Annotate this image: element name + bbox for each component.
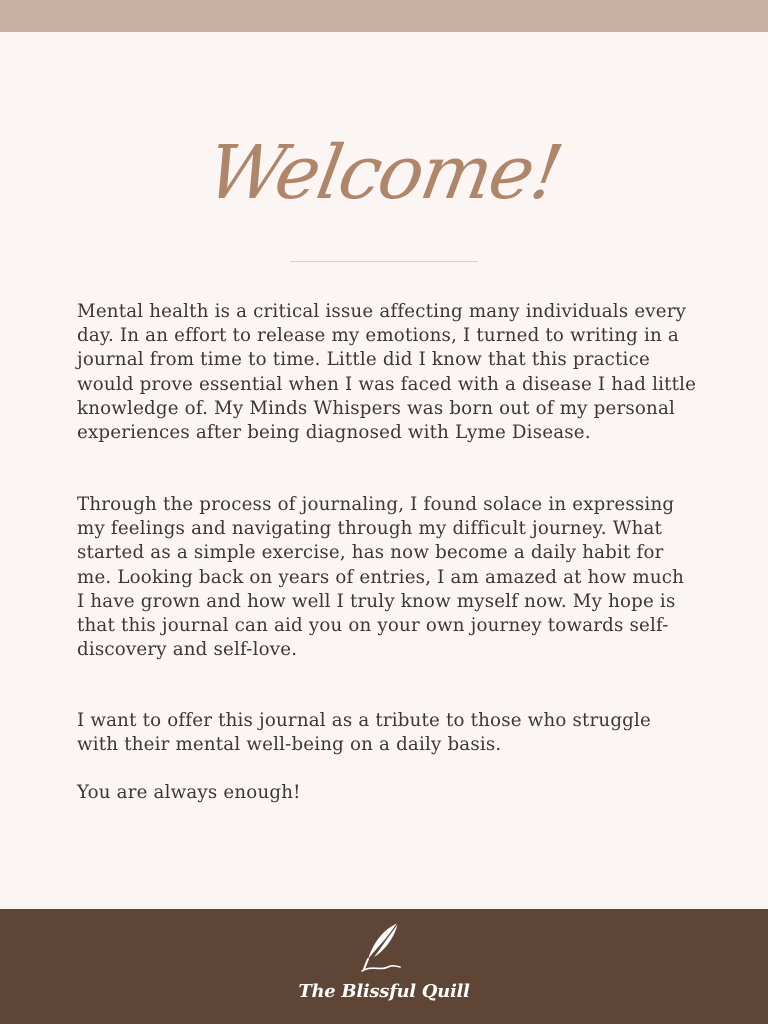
footer	[0, 909, 768, 1024]
title-divider	[290, 261, 478, 262]
paragraph-1: Mental health is a critical issue affecting many individuals every day. In an effort to release my emotions, I turned to writing in a journal from time to time. Little did I know that this practice would prove essential when I was faced with a disease I had little knowledge of. My Minds Whispers was born out of my personal experiences after being diagnosed with Lyme Disease.	[77, 301, 697, 444]
brand-name: The Blissful Quill	[298, 981, 470, 1002]
paragraph-2: Through the process of journaling, I found solace in expressing my feelings and navigating through my difficult journey. What started as a simple exercise, has now become a daily habit for me. Looking back on years of entries, I am amazed at how much I have grown and how well I truly know myself now. My hope is that this journal can aid you on your own journey towards self-discovery and self-love.	[77, 494, 685, 661]
page-title: Welcome!	[200, 130, 568, 216]
paragraph-4: You are always enough!	[77, 782, 301, 803]
quill-icon	[354, 919, 414, 979]
top-band	[0, 0, 768, 32]
paragraph-3: I want to offer this journal as a tribute to those who struggle with their mental well-being on a daily basis.	[77, 710, 652, 756]
